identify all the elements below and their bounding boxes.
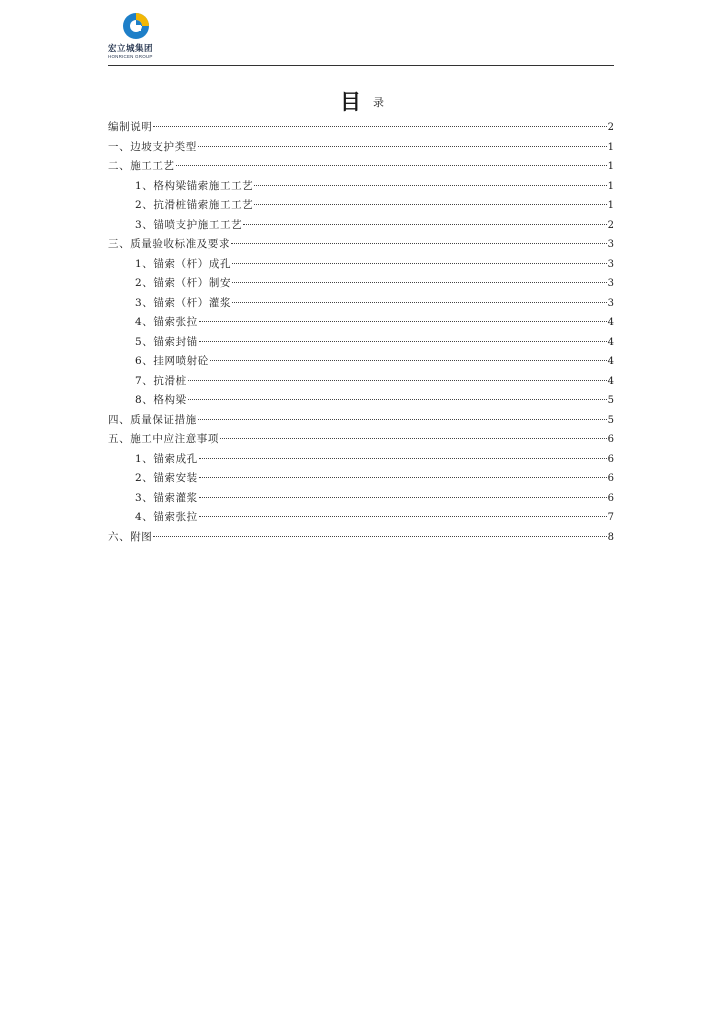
toc-entry-label: 5、锚索封锚 bbox=[135, 335, 198, 348]
page-header bbox=[108, 10, 614, 66]
table-of-contents bbox=[108, 118, 614, 547]
toc-entry-label: 四、质量保证措施 bbox=[108, 413, 197, 426]
toc-page-number: 1 bbox=[607, 141, 614, 153]
toc-entry[interactable] bbox=[108, 411, 614, 431]
toc-entry-label: 4、锚索张拉 bbox=[135, 511, 198, 523]
toc-page-number: 4 bbox=[607, 375, 614, 387]
toc-dot-leader bbox=[254, 185, 606, 186]
toc-page-number: 3 bbox=[607, 278, 614, 289]
toc-entry-label: 2、抗滑桩锚索施工工艺 bbox=[135, 199, 254, 211]
toc-page-number: 1 bbox=[607, 200, 614, 211]
toc-entry-label: 3、锚索（杆）灌浆 bbox=[135, 296, 232, 309]
toc-entry-label: 1、锚索（杆）成孔 bbox=[135, 257, 232, 270]
toc-dot-leader bbox=[199, 458, 607, 459]
toc-page-number: 4 bbox=[607, 317, 614, 328]
toc-entry-label: 2、锚索（杆）制安 bbox=[135, 277, 232, 289]
toc-entry[interactable] bbox=[108, 528, 614, 548]
toc-dot-leader bbox=[232, 282, 607, 283]
toc-page-number: 4 bbox=[607, 336, 614, 348]
toc-entry-label: 4、锚索张拉 bbox=[135, 316, 198, 328]
toc-subentry[interactable] bbox=[108, 391, 614, 411]
toc-subentry[interactable] bbox=[108, 313, 614, 333]
toc-subentry[interactable] bbox=[108, 469, 614, 489]
toc-dot-leader bbox=[243, 224, 606, 225]
toc-subentry[interactable] bbox=[108, 489, 614, 509]
toc-page-number: 1 bbox=[607, 161, 614, 172]
company-logo bbox=[108, 10, 168, 62]
toc-page-number: 7 bbox=[607, 512, 614, 523]
toc-entry-label: 1、锚索成孔 bbox=[135, 452, 198, 465]
toc-subentry[interactable] bbox=[108, 255, 614, 275]
toc-dot-leader bbox=[210, 360, 607, 361]
toc-entry-label: 3、锚喷支护施工工艺 bbox=[135, 218, 243, 231]
toc-dot-leader bbox=[188, 399, 607, 400]
toc-dot-leader bbox=[232, 263, 607, 264]
toc-entry[interactable] bbox=[108, 430, 614, 450]
toc-page-number: 3 bbox=[607, 258, 614, 270]
toc-subentry[interactable] bbox=[108, 333, 614, 353]
toc-dot-leader bbox=[198, 419, 607, 420]
toc-dot-leader bbox=[199, 341, 607, 342]
toc-subentry[interactable] bbox=[108, 196, 614, 216]
toc-entry-label: 2、锚索安装 bbox=[135, 472, 198, 484]
toc-page-number: 3 bbox=[607, 297, 614, 309]
toc-subentry[interactable] bbox=[108, 274, 614, 294]
toc-dot-leader bbox=[198, 146, 607, 147]
toc-dot-leader bbox=[153, 536, 606, 537]
toc-entry-label: 6、挂网喷射砼 bbox=[135, 355, 209, 367]
toc-page-number: 2 bbox=[607, 219, 614, 231]
toc-entry[interactable] bbox=[108, 157, 614, 177]
toc-page-number: 6 bbox=[607, 434, 614, 445]
toc-entry[interactable] bbox=[108, 118, 614, 138]
toc-page-number: 5 bbox=[607, 414, 614, 426]
logo-mark-icon bbox=[122, 12, 150, 40]
toc-entry-label: 五、施工中应注意事项 bbox=[108, 433, 219, 445]
toc-dot-leader bbox=[153, 126, 606, 127]
toc-entry-label: 3、锚索灌浆 bbox=[135, 491, 198, 504]
toc-subentry[interactable] bbox=[108, 508, 614, 528]
toc-dot-leader bbox=[254, 204, 606, 205]
toc-page-number: 6 bbox=[607, 473, 614, 484]
toc-page-number: 4 bbox=[607, 356, 614, 367]
toc-subentry[interactable] bbox=[108, 216, 614, 236]
toc-dot-leader bbox=[199, 477, 607, 478]
toc-dot-leader bbox=[232, 302, 607, 303]
toc-dot-leader bbox=[199, 321, 607, 322]
toc-page-number: 3 bbox=[607, 239, 614, 250]
toc-page-number: 8 bbox=[607, 531, 614, 543]
toc-dot-leader bbox=[220, 438, 607, 439]
toc-page-number: 6 bbox=[607, 492, 614, 504]
logo-chinese-name: 宏立城集团 bbox=[108, 44, 154, 54]
toc-title-secondary: 录 bbox=[373, 96, 384, 109]
toc-entry-label: 一、边坡支护类型 bbox=[108, 140, 197, 153]
toc-entry[interactable] bbox=[108, 138, 614, 158]
toc-subentry[interactable] bbox=[108, 294, 614, 314]
toc-dot-leader bbox=[188, 380, 607, 381]
toc-entry-label: 三、质量验收标准及要求 bbox=[108, 238, 231, 250]
header-divider bbox=[108, 65, 614, 66]
toc-entry[interactable] bbox=[108, 235, 614, 255]
toc-entry-label: 六、附图 bbox=[108, 530, 153, 543]
toc-entry-label: 编制说明 bbox=[108, 121, 153, 133]
toc-title-main: 目 bbox=[340, 90, 361, 114]
toc-subentry[interactable] bbox=[108, 372, 614, 392]
toc-subentry[interactable] bbox=[108, 177, 614, 197]
toc-dot-leader bbox=[176, 165, 607, 166]
toc-page-number: 2 bbox=[607, 122, 614, 133]
toc-entry-label: 8、格构梁 bbox=[135, 394, 187, 406]
toc-entry-label: 二、施工工艺 bbox=[108, 160, 175, 172]
toc-page-number: 1 bbox=[607, 180, 614, 192]
toc-entry-label: 7、抗滑桩 bbox=[135, 374, 187, 387]
toc-subentry[interactable] bbox=[108, 352, 614, 372]
toc-page-number: 6 bbox=[607, 453, 614, 465]
toc-dot-leader bbox=[199, 497, 607, 498]
toc-page-number: 5 bbox=[607, 395, 614, 406]
toc-entry-label: 1、格构梁锚索施工工艺 bbox=[135, 179, 254, 192]
logo-english-name: HONRICEN GROUP bbox=[108, 54, 153, 59]
toc-dot-leader bbox=[231, 243, 607, 244]
toc-title bbox=[0, 86, 724, 116]
toc-dot-leader bbox=[199, 516, 607, 517]
toc-subentry[interactable] bbox=[108, 450, 614, 470]
